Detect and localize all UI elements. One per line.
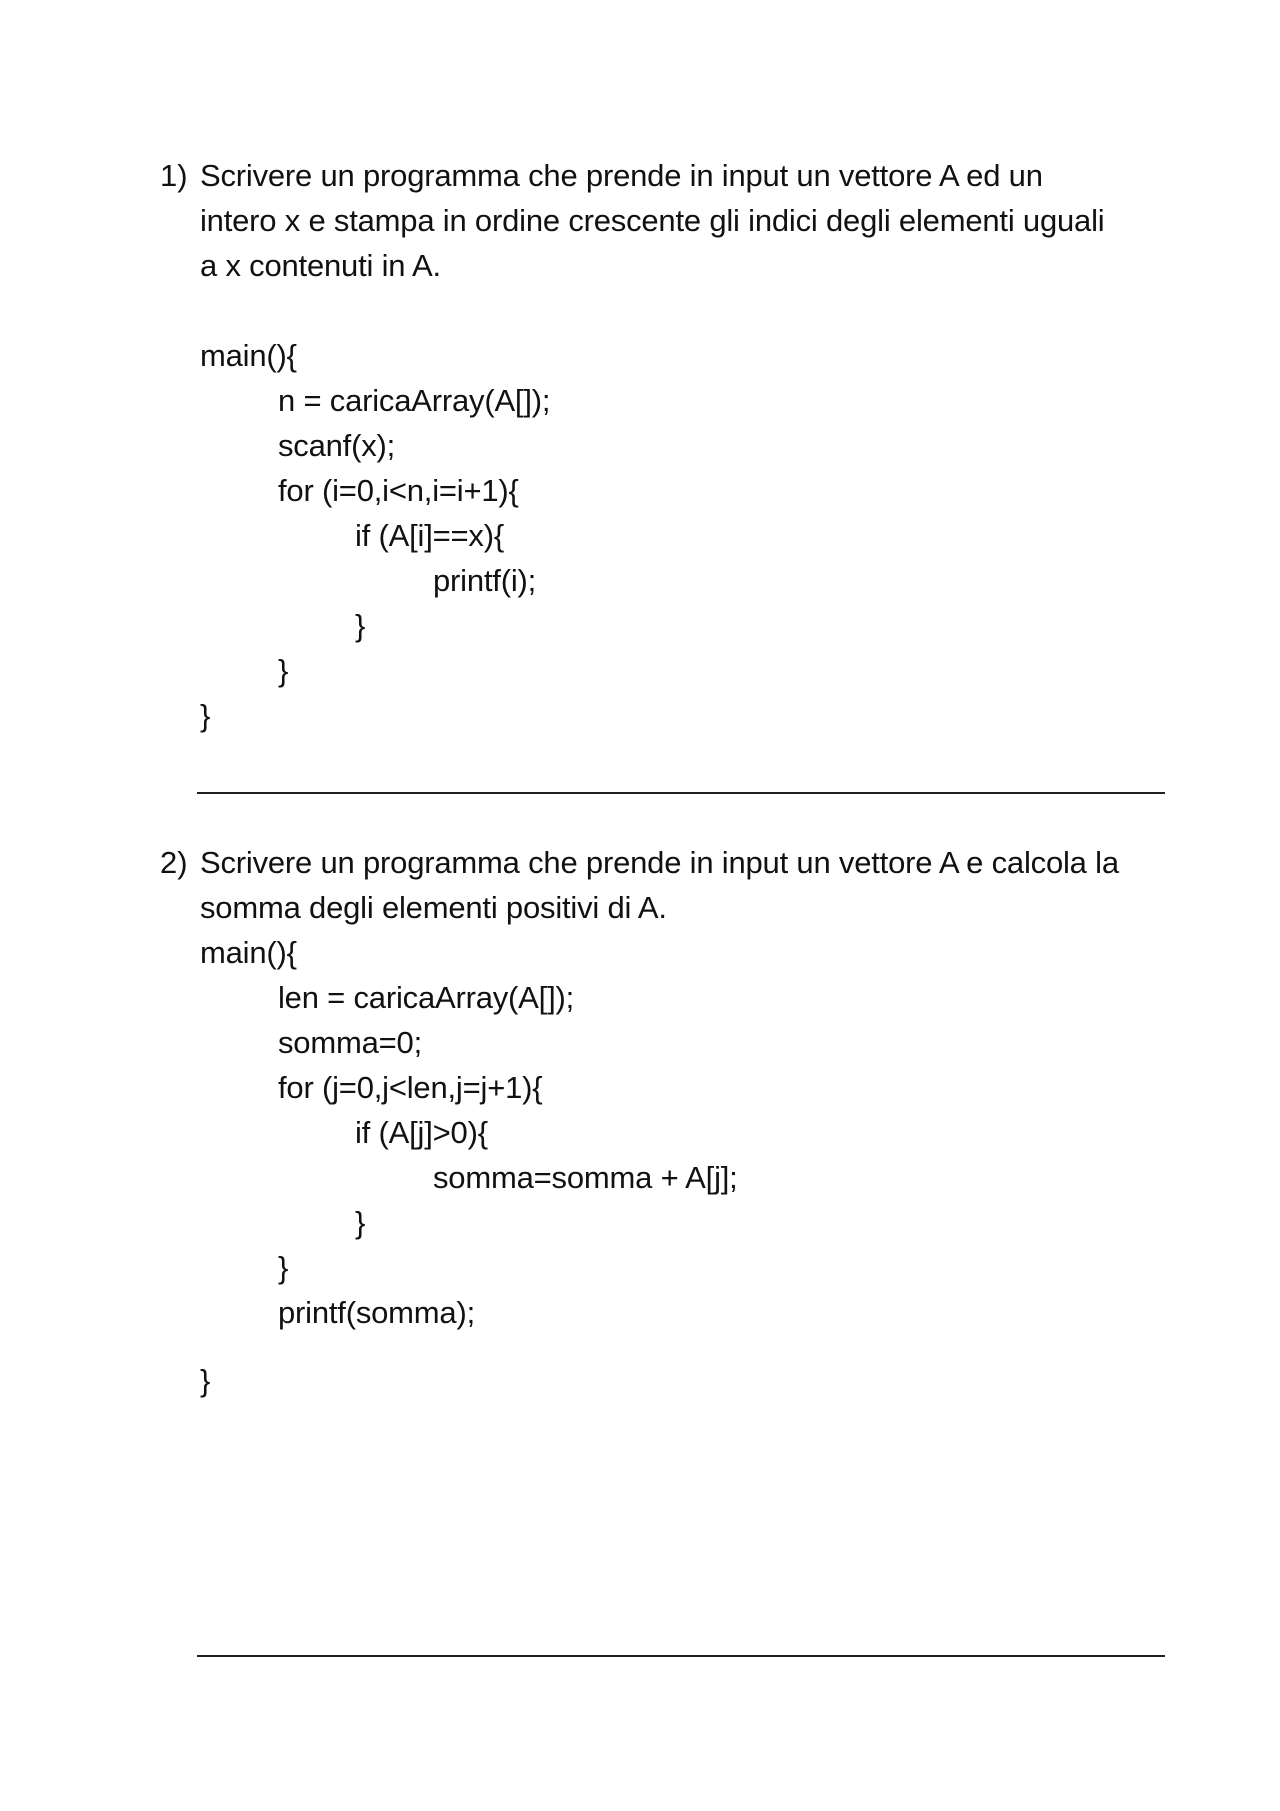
exercise-2-code-line: } — [278, 1250, 289, 1285]
exercise-2-code-line: main(){ — [200, 935, 297, 970]
exercise-1-code-line: for (i=0,i<n,i=i+1){ — [278, 473, 519, 508]
exercise-1-code-line: main(){ — [200, 338, 297, 373]
exercise-1-code-line: } — [355, 608, 366, 643]
exercise-1-statement-line-2: intero x e stampa in ordine crescente gli indici degli elementi uguali — [200, 203, 1105, 238]
exercise-1-code-line: scanf(x); — [278, 428, 396, 463]
exercise-1-code-line: printf(i); — [433, 563, 537, 598]
exercise-2-statement-line-2: somma degli elementi positivi di A. — [200, 890, 667, 925]
separator-rule — [197, 1655, 1165, 1657]
exercise-1-code-line: } — [200, 698, 211, 733]
exercise-1-statement-line-1: Scrivere un programma che prende in input un vettore A ed un — [200, 158, 1043, 193]
exercise-1-statement-line-3: a x contenuti in A. — [200, 248, 441, 283]
exercise-2-code-line: if (A[j]>0){ — [355, 1115, 488, 1150]
separator-rule — [197, 792, 1165, 794]
exercise-1-number: 1) — [160, 158, 188, 193]
exercise-1-code-line: } — [278, 653, 289, 688]
exercise-2-code-line: } — [355, 1205, 366, 1240]
exercise-2-code-line: printf(somma); — [278, 1295, 476, 1330]
exercise-2-code-line: len = caricaArray(A[]); — [278, 980, 575, 1015]
exercise-2-code-line: } — [200, 1363, 211, 1398]
exercise-2-code-line: for (j=0,j<len,j=j+1){ — [278, 1070, 543, 1105]
exercise-2-code-line: somma=0; — [278, 1025, 422, 1060]
exercise-2-code-line: somma=somma + A[j]; — [433, 1160, 738, 1195]
exercise-2-statement-line-1: Scrivere un programma che prende in input un vettore A e calcola la — [200, 845, 1119, 880]
exercise-2-number: 2) — [160, 845, 188, 880]
exercise-1-code-line: if (A[i]==x){ — [355, 518, 505, 553]
exercise-1-code-line: n = caricaArray(A[]); — [278, 383, 551, 418]
